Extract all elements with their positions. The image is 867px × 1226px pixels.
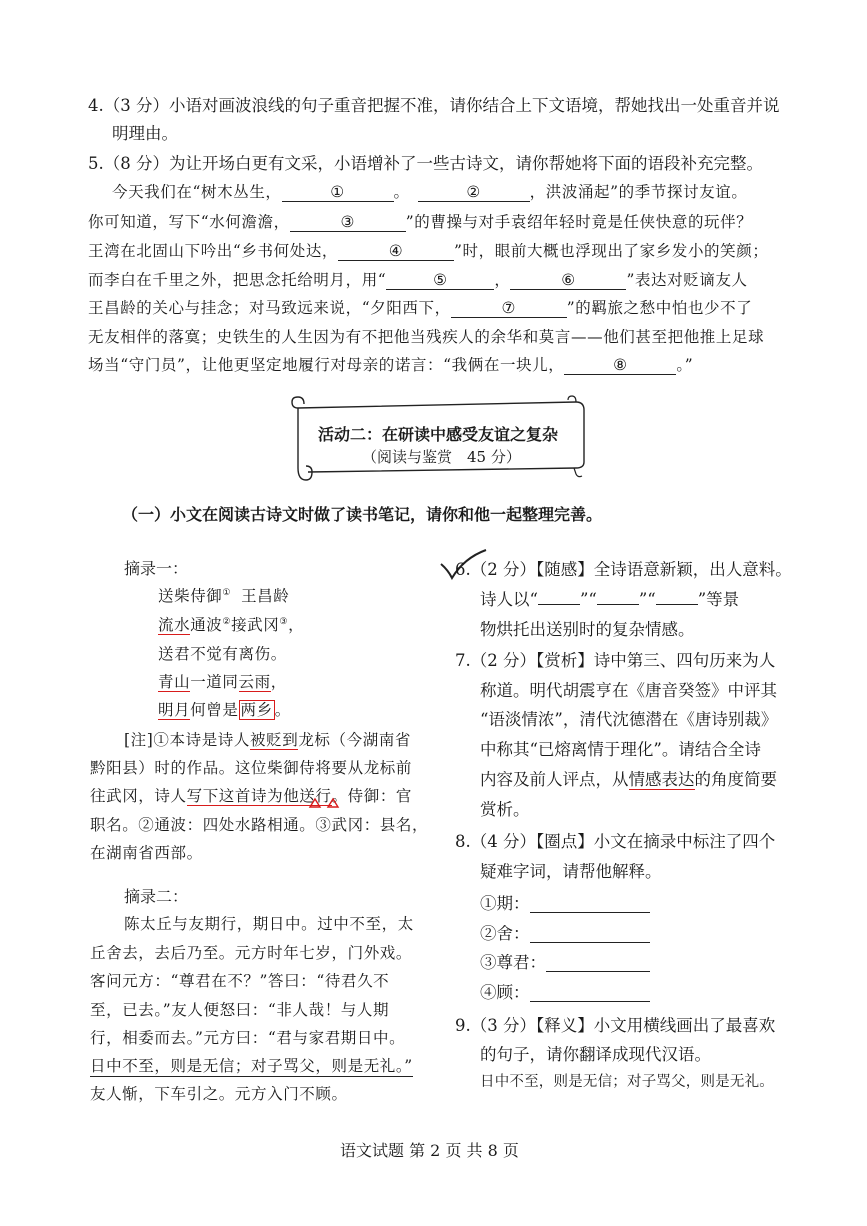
annotated-word: 青山: [158, 673, 191, 691]
blank-5[interactable]: ⑤: [386, 271, 494, 290]
question-5: [88, 150, 763, 174]
q6-line-2: 诗人以“ ”“ ”“ ”等景: [480, 586, 739, 610]
poem-title: 送柴侍御① 王昌龄: [158, 587, 290, 605]
excerpt2-line-7: 友人惭，下车引之。元方入门不顾。: [90, 1085, 348, 1103]
q8-answer-3[interactable]: [546, 955, 650, 972]
q6-line-3: 物烘托出送别时的复杂情感。: [480, 620, 695, 639]
q7-line-2: 称道。明代胡震亨在《唐音癸签》中评其: [480, 681, 777, 700]
question-7: 7.（2 分）【赏析】诗中第三、四句历来为人: [455, 651, 776, 670]
q6-blank-3[interactable]: [656, 586, 698, 605]
note-line-4: 职名。②通波：四处水路相通。③武冈：县名，: [90, 816, 429, 834]
blank-8[interactable]: ⑧: [564, 356, 676, 375]
annotated-word: 明月: [158, 701, 191, 719]
q4-text-line1: （3 分）小语对画波浪线的句子重音把握不准，请你结合上下文语境，帮她找出一处重音并说: [103, 96, 780, 115]
q7-line-5: 内容及前人评点，从情感表达的角度简要: [480, 770, 777, 789]
note-line-5: 在湖南省西部。: [90, 844, 203, 862]
page-footer: 语文试题 第 2 页 共 8 页: [340, 1141, 519, 1160]
passage-line-3: 王湾在北固山下吟出“乡书何处达， ④ ”时，眼前大概也浮现出了家乡发小的笑颜；: [88, 242, 769, 260]
excerpt2-line-3: 客问元方：“尊君在不？”答曰：“待君久不: [90, 972, 390, 990]
poem-line-2: 送君不觉有离伤。: [158, 645, 287, 663]
excerpt2-line-5: 行，相委而去。”元方曰：“君与家君期日中。: [90, 1029, 406, 1047]
poem-line-1: 流水通波②接武冈③，: [158, 616, 305, 634]
passage-line-2: 你可知道，写下“水何澹澹， ③ ”的曹操与对手袁绍年轻时竟是任侠快意的玩伴？: [88, 213, 753, 231]
excerpt2-line-1: 陈太丘与友期行，期日中。过中不至，太: [124, 915, 414, 933]
q8-item-2: ②舍：: [480, 920, 650, 944]
blank-2[interactable]: ②: [418, 183, 530, 202]
activity-title: 活动二：在研读中感受友谊之复杂: [318, 425, 559, 444]
poem-author: 王昌龄: [241, 587, 290, 605]
note-line-3: 往武冈，诗人写下这首诗为他送行。侍御：官: [90, 787, 413, 805]
blank-1[interactable]: ①: [282, 183, 394, 202]
question-6: 6.（2 分）【随感】全诗语意新颖，出人意料。: [455, 560, 792, 579]
note-line-2: 黔阳县）时的作品。这位柴御侍将要从龙标前: [90, 759, 413, 777]
annotated-word: 被贬到: [250, 731, 299, 749]
q8-answer-4[interactable]: [530, 985, 650, 1002]
q9-quote: 日中不至，则是无信；对子骂父，则是无礼。: [480, 1074, 774, 1090]
q4-text-line2: 明理由。: [112, 124, 178, 143]
passage-line-5: 王昌龄的关心与挂念；对马致远来说，“夕阳西下， ⑦ ”的羁旅之愁中怕也少不了: [88, 299, 753, 317]
annotated-word: 云雨: [238, 673, 271, 691]
blank-7[interactable]: ⑦: [451, 299, 567, 318]
q8-item-3: ③尊君：: [480, 949, 650, 973]
q6-blank-1[interactable]: [538, 586, 580, 605]
q8-answer-2[interactable]: [530, 926, 650, 943]
question-8: 8.（4 分）【圈点】小文在摘录中标注了四个: [455, 832, 776, 851]
passage-line-6: 无友相伴的落寞；史铁生的人生因为有不把他当残疾人的余华和莫言——他们甚至把他推上足球: [88, 328, 765, 346]
note-line-1: [注]①本诗是诗人被贬到龙标（今湖南省: [124, 731, 412, 749]
q8-item-1: ①期：: [480, 890, 650, 914]
excerpt1-label: 摘录一：: [124, 559, 189, 578]
poem-line-3: 青山一道同云雨，: [158, 673, 287, 691]
activity-subtitle: （阅读与鉴赏 45 分）: [362, 448, 521, 466]
annotated-phrase: 写下这首诗为他送行: [186, 787, 332, 805]
excerpt2-line-6-underlined: 日中不至，则是无信；对子骂父，则是无礼。”: [90, 1054, 413, 1077]
annotated-phrase: 情感表达: [628, 770, 695, 789]
passage-line-4: 而李白在千里之外，把思念托给明月，用“ ⑤ ， ⑥ ”表达对贬谪友人: [88, 271, 748, 289]
q7-line-3: “语淡情浓”，清代沈德潜在《唐诗别裁》: [480, 710, 778, 729]
q7-line-6: 赏析。: [480, 800, 530, 819]
q4-number: 4.: [88, 96, 104, 115]
section-heading: （一）小文在阅读古诗文时做了读书笔记，请你和他一起整理完善。: [122, 505, 603, 524]
annotated-word-boxed: 两乡: [240, 701, 273, 719]
q6-blank-2[interactable]: [597, 586, 639, 605]
annotated-word: 流水: [158, 616, 191, 634]
excerpt2-line-2: 丘舍去，去后乃至。元方时年七岁，门外戏。: [90, 944, 413, 962]
q9-line-2: 的句子，请你翻译成现代汉语。: [480, 1045, 711, 1064]
blank-3[interactable]: ③: [290, 213, 406, 232]
excerpt2-label: 摘录二：: [124, 887, 189, 906]
q8-answer-1[interactable]: [530, 896, 650, 913]
q8-item-4: ④顾：: [480, 979, 650, 1003]
passage-line-7: 场当“守门员”，让他更坚定地履行对母亲的诺言：“我俩在一块儿， ⑧ 。”: [88, 356, 694, 374]
q5-text: （8 分）为让开场白更有文采，小语增补了一些古诗文，请你帮她将下面的语段补充完整。: [103, 154, 763, 173]
question-4: [88, 92, 780, 116]
q5-number: 5.: [88, 154, 104, 173]
blank-6[interactable]: ⑥: [510, 271, 626, 290]
q8-line-2: 疑难字词，请帮他解释。: [480, 862, 662, 881]
excerpt2-line-4: 至，已去。”友人便怒曰：“非人哉！与人期: [90, 1001, 390, 1019]
poem-line-4: 明月何曾是 两乡 。: [158, 701, 291, 719]
triangle-marks-icon: [308, 797, 342, 809]
q7-line-4: 中称其“已熔离情于理化”。请结合全诗: [480, 740, 761, 759]
passage-line-1: 今天我们在“树木丛生， ① 。 ② ，洪波涌起”的季节探讨友谊。: [112, 183, 748, 201]
blank-4[interactable]: ④: [338, 242, 454, 261]
question-9: 9.（3 分）【释义】小文用横线画出了最喜欢: [455, 1016, 776, 1035]
